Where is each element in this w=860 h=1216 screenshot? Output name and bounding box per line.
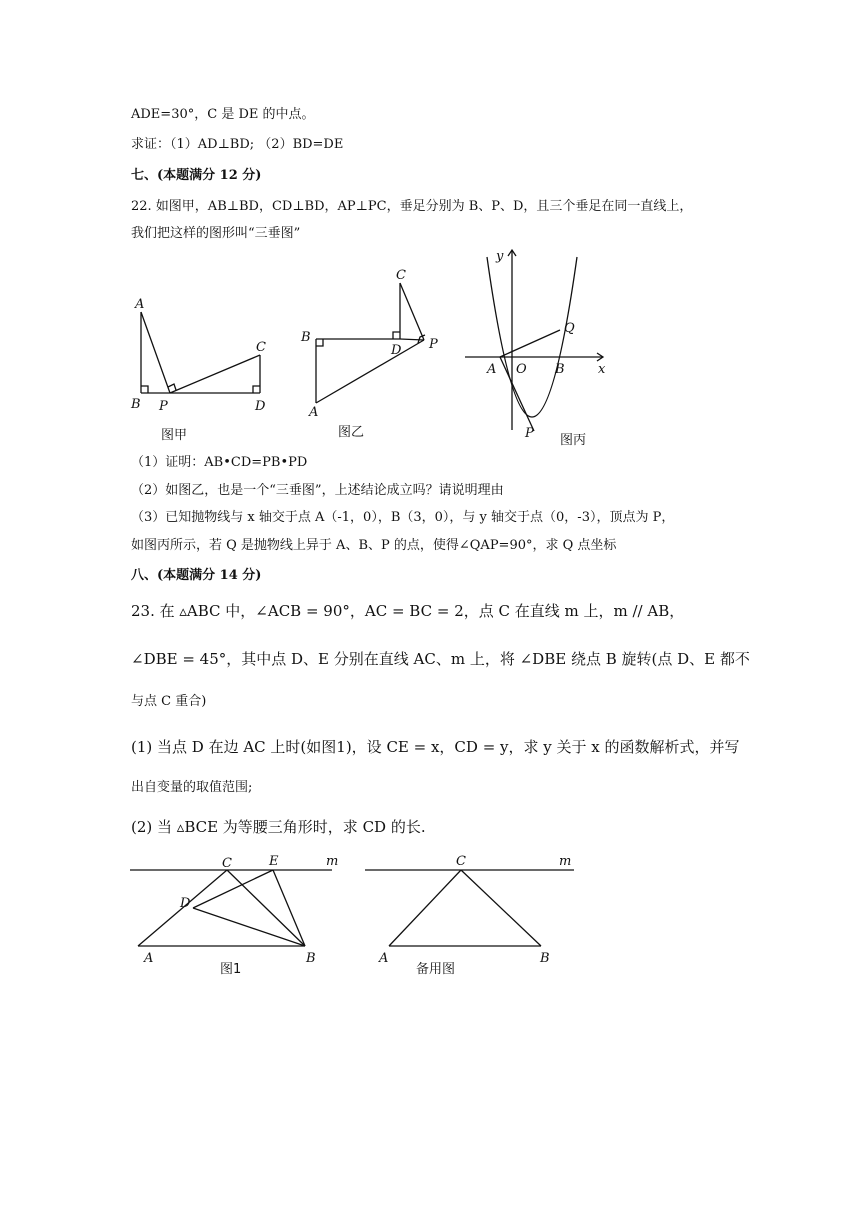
label-o: O bbox=[516, 362, 527, 377]
label-b: B bbox=[301, 330, 311, 345]
label-c: C bbox=[396, 268, 406, 283]
text-line-ade: ADE=30°，C 是 DE 的中点。 bbox=[131, 107, 315, 122]
label-q: Q bbox=[564, 321, 575, 336]
label-x: x bbox=[598, 362, 606, 377]
caption-fig1: 图1 bbox=[220, 962, 242, 977]
section-7-heading: 七、(本题满分 12 分) bbox=[131, 168, 262, 183]
figure-1 bbox=[125, 850, 355, 980]
q22-part-3-line-1: （3）已知抛物线与 x 轴交于点 A（-1，0），B（3，0），与 y 轴交于点（0，-3），顶点为 P， bbox=[131, 510, 675, 525]
q23-part-2: (2) 当 ▵BCE 为等腰三角形时，求 CD 的长. bbox=[131, 818, 426, 836]
q22-line-1: 22. 如图甲，AB⊥BD，CD⊥BD，AP⊥PC，垂足分别为 B、P、D，且三个垂足在同一直线上， bbox=[131, 199, 693, 214]
label-p: P bbox=[525, 426, 534, 441]
label-e: E bbox=[269, 854, 279, 869]
label-a: A bbox=[144, 951, 154, 966]
label-d: D bbox=[255, 399, 266, 414]
text-line-prove: 求证：（1）AD⊥BD; （2）BD=DE bbox=[131, 137, 344, 152]
caption-backup: 备用图 bbox=[416, 962, 456, 977]
label-c: C bbox=[256, 340, 266, 355]
label-d: D bbox=[180, 896, 191, 911]
label-p: P bbox=[429, 337, 438, 352]
label-m: m bbox=[326, 854, 339, 869]
label-c: C bbox=[456, 854, 466, 869]
label-a: A bbox=[135, 297, 145, 312]
caption-jia: 图甲 bbox=[161, 428, 188, 443]
q23-line-3: 与点 C 重合) bbox=[131, 694, 207, 709]
label-d: D bbox=[391, 343, 402, 358]
q23-line-1: 23. 在 ▵ABC 中，∠ACB = 90°，AC = BC = 2，点 C 在直线 m 上，m // AB， bbox=[131, 602, 685, 620]
figure-jia bbox=[125, 290, 295, 460]
section-8-heading: 八、(本题满分 14 分) bbox=[131, 568, 262, 583]
label-a: A bbox=[309, 405, 319, 420]
q23-part-1-line-1: (1) 当点 D 在边 AC 上时(如图1)，设 CE = x，CD = y，求 y 关于 x 的函数解析式，并写 bbox=[131, 738, 740, 756]
label-b: B bbox=[540, 951, 550, 966]
figure-yi bbox=[298, 266, 458, 446]
caption-yi: 图乙 bbox=[338, 425, 365, 440]
label-c: C bbox=[222, 856, 232, 871]
label-p: P bbox=[159, 399, 168, 414]
figure-bing bbox=[460, 240, 620, 450]
label-y: y bbox=[496, 249, 504, 264]
caption-bing: 图丙 bbox=[560, 433, 587, 448]
figure-backup bbox=[360, 850, 590, 980]
label-b: B bbox=[555, 362, 565, 377]
q22-part-1: （1）证明：AB•CD=PB•PD bbox=[131, 455, 308, 470]
label-a: A bbox=[379, 951, 389, 966]
label-a: A bbox=[487, 362, 497, 377]
q23-part-1-line-2: 出自变量的取值范围; bbox=[131, 780, 253, 795]
label-m: m bbox=[559, 854, 572, 869]
label-b: B bbox=[306, 951, 316, 966]
q22-part-2: （2）如图乙，也是一个“三垂图”，上述结论成立吗？请说明理由 bbox=[131, 483, 504, 498]
q22-part-3-line-2: 如图丙所示，若 Q 是抛物线上异于 A、B、P 的点，使得∠QAP=90°，求 Q 点坐标 bbox=[131, 538, 617, 553]
q23-line-2: ∠DBE = 45°，其中点 D、E 分别在直线 AC、m 上，将 ∠DBE 绕点 B 旋转(点 D、E 都不 bbox=[131, 650, 750, 668]
q22-line-2: 我们把这样的图形叫“三垂图” bbox=[131, 226, 301, 241]
label-b: B bbox=[131, 397, 141, 412]
